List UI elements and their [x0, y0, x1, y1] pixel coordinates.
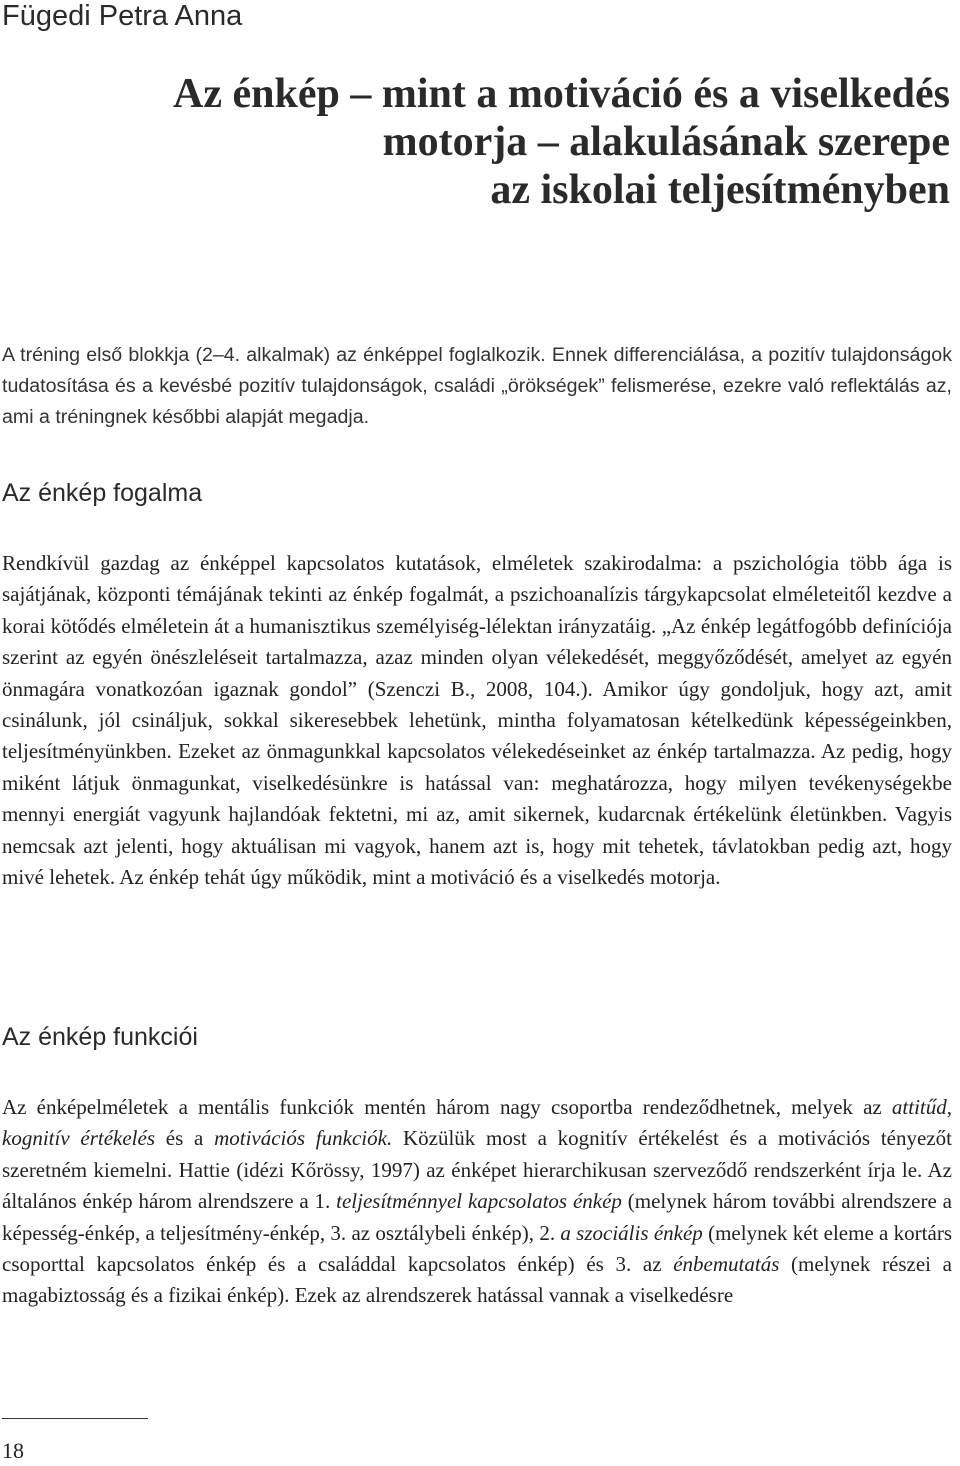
italic-term: motivációs funkciók. [214, 1126, 393, 1151]
page-number: 18 [2, 1438, 24, 1463]
italic-term: attitűd, kognitív értékelés [2, 1095, 952, 1151]
intro-paragraph: A tréning első blokkja (2–4. alkalmak) az énképpel foglalkozik. Ennek differenciálása, a pozitív tulajdonságok tudatosítása és a kevésbé pozitív tulajdonságok, családi „örökségek” felismerése, ezekre való reflektálás az, ami a tréningnek későbbi alapját megadja. [2, 344, 952, 428]
body-paragraph [2, 1092, 952, 1312]
article-title [100, 70, 950, 214]
author-name: Fügedi Petra Anna [2, 0, 243, 32]
italic-term: a szociális énkép [560, 1220, 703, 1245]
title-line: motorja – alakulásának szerepe [382, 119, 950, 165]
title-line: Az énkép – mint a motiváció és a viselkedés [173, 71, 950, 117]
text-segment: (melynek két eleme a kortárs csoporttal kapcsolatos énkép és a családdal kapcsolatos énkép) és 3. az [2, 1220, 952, 1277]
text-segment: (melynek három további alrendszere a képesség-énkép, a teljesítmény-énkép, 3. az osztálybeli énkép), 2. [2, 1189, 952, 1245]
italic-term: teljesítménnyel kapcsolatos énkép [336, 1189, 622, 1214]
title-line: az iskolai teljesítményben [490, 167, 950, 213]
body-paragraph: Rendkívül gazdag az énképpel kapcsolatos kutatások, elméletek szakirodalma: a pszichológia több ága is sajátjának, központi témájának tekinti az énkép fogalmát, a pszichoanalízis tárgykapcsolat elméleteitől kezdve a korai kötődés elméletein át a humanisztikus személyiség-lélektan irányzatáig. „Az énkép legátfogóbb definíciója szerint az egyén önészleléseit tartalmazza, azaz minden olyan vélekedését, meggyőződését, amelyet az egyén önmagára vonatkozóan igaznak gondol” (Szenczi B., 2008, 104.). Amikor úgy gondoljuk, hogy azt, amit csinálunk, jól csináljuk, sokkal sikeresebbek lehetünk, mintha folyamatosan kételkedünk képességeinkben, teljesítményünkben. Ezeket az önmagunkkal kapcsolatos vélekedéseinket az énkép tartalmazza. Az pedig, hogy miként látjuk önmagunkat, viselkedésünkre is hatással van: meghatározza, hogy milyen tevékenységekbe mennyi energiát vagyunk hajlandóak fektetni, mi az, amit sikernek, kudarcnak értékelünk életünkben. Vagyis nemcsak azt jelenti, hogy aktuálisan mi vagyok, hanem azt is, hogy mit tehetek, távlatokban pedig azt, hogy mivé lehetek. Az énkép tehát úgy működik, mint a motiváció és a viselkedés motorja. [2, 551, 952, 890]
text-segment: és a [155, 1126, 215, 1151]
footnote-separator [2, 1418, 148, 1419]
italic-term: énbemutatás [673, 1252, 780, 1277]
section-heading: Az énkép fogalma [2, 479, 203, 507]
text-segment: (melynek részei a magabiztosság és a fizikai énkép). Ezek az alrendszerek hatással vannak a viselkedésre [2, 1252, 952, 1308]
text-segment: Az énképelméletek a mentális funkciók mentén három nagy csoportba rendeződhetnek, melyek az [2, 1095, 892, 1119]
text-segment: Közülük most a kognitív értékelést és a motivációs tényezőt szeretném kiemelni. Hattie (idézi Kőrössy, 1997) az énképet hierarchikusan szerveződő rendszerként írja le. Az általános énkép három alrendszere a 1. [2, 1126, 952, 1214]
section-heading: Az énkép funkciói [2, 1023, 198, 1051]
